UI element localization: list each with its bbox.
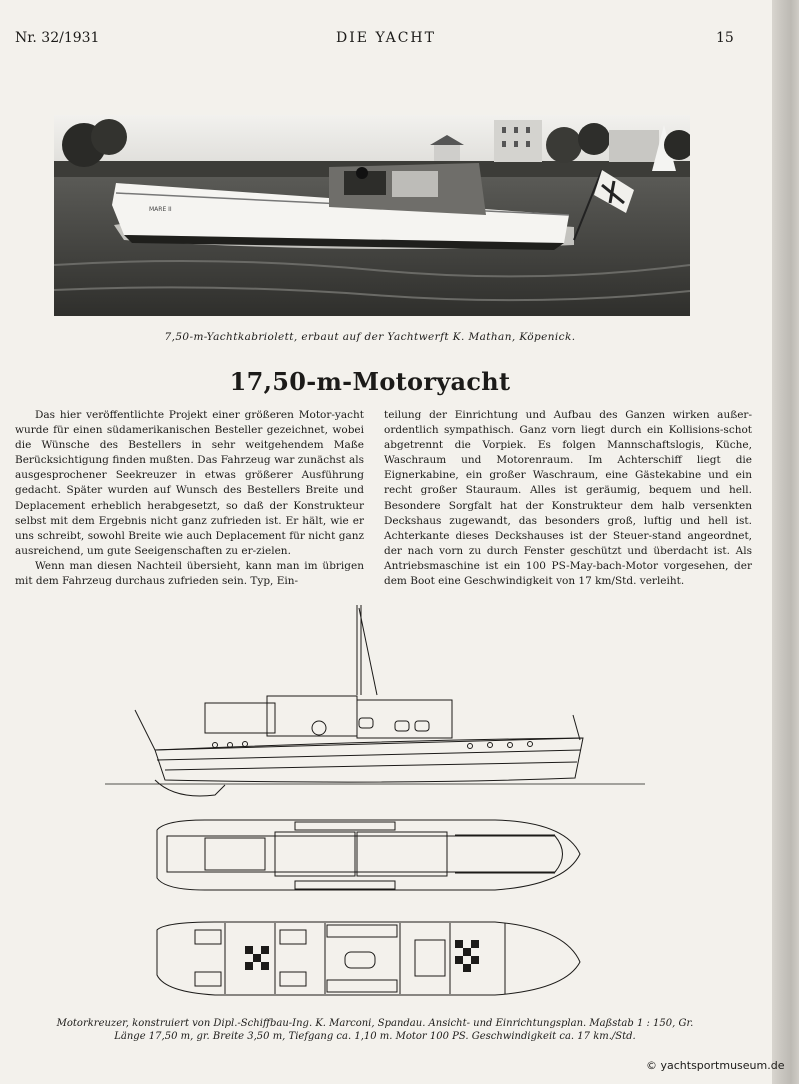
paragraph-2: Wenn man diesen Nachteil übersieht, kann man im übrigen mit dem Fahrzeug durchaus zufrieden sein. Typ, Ein- bbox=[15, 559, 364, 588]
article-title: 17,50-m-Motoryacht bbox=[229, 367, 511, 396]
article-left-column bbox=[15, 408, 364, 589]
page-edge bbox=[772, 0, 799, 1084]
issue-number: Nr. 32/1931 bbox=[15, 30, 100, 46]
drawing-caption-line-1: Motorkreuzer, konstruiert von Dipl.-Schiffbau-Ing. K. Marconi, Spandau. Ansicht- und Einrichtungsplan. Maßstab 1 : 150, Gr. bbox=[56, 1018, 694, 1029]
watermark: © yachtsportmuseum.de bbox=[646, 1059, 785, 1072]
article-right-column bbox=[384, 408, 752, 589]
svg-text:MARE II: MARE II bbox=[149, 206, 172, 213]
yacht-plan-svg bbox=[95, 600, 660, 1010]
yacht-plan-drawing bbox=[95, 600, 660, 1010]
paragraph-3: teilung der Einrichtung und Aufbau des Ganzen wirken außer-ordentlich sympathisch. Ganz vorn liegt durch ein Kollisions-schot abgetrennt die Vorpiek. Es folgen Mannschaftslogis, Küche, Waschraum und Motorenraum. Im Achterschiff liegt die Eignerkabine, ein großer Waschraum, eine Gästekabine und ein recht großer Stauraum. Alles ist geräumig, bequem und hell. Besondere Sorgfalt hat der Konstrukteur dem halb versenkten Deckshaus zugewandt, das besonders groß, luftig und hell ist. Achterkante dieses Deckshauses ist der Steuer-stand angeordnet, der nach vorn zu durch Fenster geschützt und überdacht ist. Als Antriebsmaschine ist ein 100 PS-May-bach-Motor vorgesehen, der dem Boot eine Geschwindigkeit von 17 km/Std. verleiht. bbox=[384, 409, 752, 588]
photo-caption: 7,50-m-Yachtkabriolett, erbaut auf der Yachtwerft K. Mathan, Köpenick. bbox=[164, 331, 576, 343]
drawing-caption bbox=[30, 1017, 720, 1043]
drawing-caption-line-2: Länge 17,50 m, gr. Breite 3,50 m, Tiefgang ca. 1,10 m. Motor 100 PS. Geschwindigkeit ca. 17 km./Std. bbox=[114, 1031, 636, 1042]
yacht-photo bbox=[54, 115, 690, 316]
paragraph-1: Das hier veröffentlichte Projekt einer größeren Motor-yacht wurde für einen südamerikanischen Besteller gezeichnet, wobei die Wünsche des Bestellers in sehr weitgehendem Maße Berücksichtigung finden mußten. Das Fahrzeug war zunächst als ausgesprochener Seekreuzer in etwas größerer Ausführung gedacht. Später wurden auf Wunsch des Bestellers Breite und Deplacement erheblich herabgesetzt, so daß der Konstrukteur selbst mit dem Ergebnis nicht ganz zufrieden ist. Er hält, wie er uns schreibt, sowohl Breite wie auch Deplacement für nicht ganz ausreichend, um gute Seeigenschaften zu er-zielen. bbox=[15, 409, 364, 557]
magazine-name: DIE YACHT bbox=[336, 30, 436, 46]
page-number: 15 bbox=[716, 30, 734, 46]
yacht-photo-image bbox=[54, 115, 690, 316]
